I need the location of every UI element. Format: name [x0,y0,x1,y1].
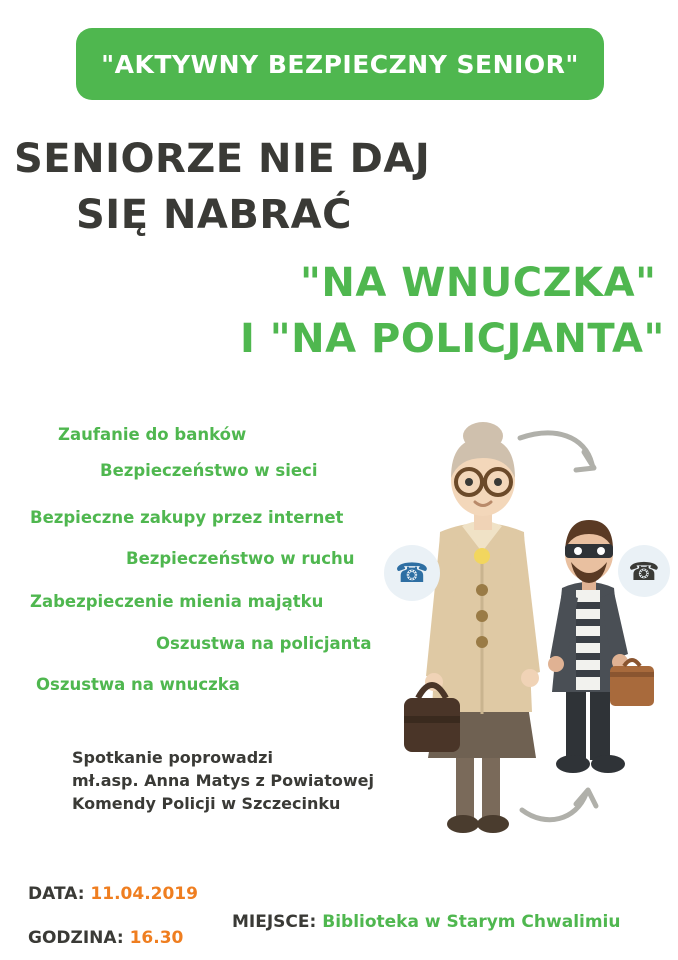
date-value: 11.04.2019 [90,884,198,904]
phone-badge-left [384,545,440,601]
banner-title: "AKTYWNY BEZPIECZNY SENIOR" [101,49,579,79]
date-row [28,884,198,904]
speaker-line-3: Komendy Policji w Szczecinku [72,794,341,814]
list-item: Oszustwa na wnuczka [36,675,240,694]
headline-line-4: I "NA POLICJANTA" [240,316,665,362]
curved-arrow-icon [522,790,596,820]
speaker-info [72,746,374,816]
place-row [232,912,621,932]
time-row [28,928,183,948]
place-label: MIEJSCE: [232,912,317,932]
list-item: Zaufanie do banków [58,425,247,444]
list-item: Bezpieczeństwo w sieci [100,461,318,480]
headline-line-1: SENIORZE NIE DAJ [14,136,431,182]
list-item: Zabezpieczenie mienia majątku [30,592,324,611]
headline-line-3: "NA WNUCZKA" [300,260,657,306]
list-item: Bezpieczne zakupy przez internet [30,508,344,527]
elderly-woman-figure [404,422,540,833]
speaker-line-2: mł.asp. Anna Matys z Powiatowej [72,771,374,791]
time-label: GODZINA: [28,928,124,948]
place-value: Biblioteka w Starym Chwalimiu [322,912,621,932]
list-item: Oszustwa na policjanta [156,634,372,653]
date-label: DATA: [28,884,85,904]
banner [76,28,604,100]
phone-icon: ☎ [395,557,429,589]
list-item: Bezpieczeństwo w ruchu [126,549,355,568]
time-value: 16.30 [129,928,184,948]
illustration-svg [370,420,670,860]
phone-badge-right [618,545,670,597]
headline-line-2: SIĘ NABRAĆ [76,192,352,238]
phone-icon: ☎ [628,556,660,586]
speaker-line-1: Spotkanie poprowadzi [72,748,273,767]
curved-arrow-icon [520,433,594,470]
illustration [370,420,670,860]
